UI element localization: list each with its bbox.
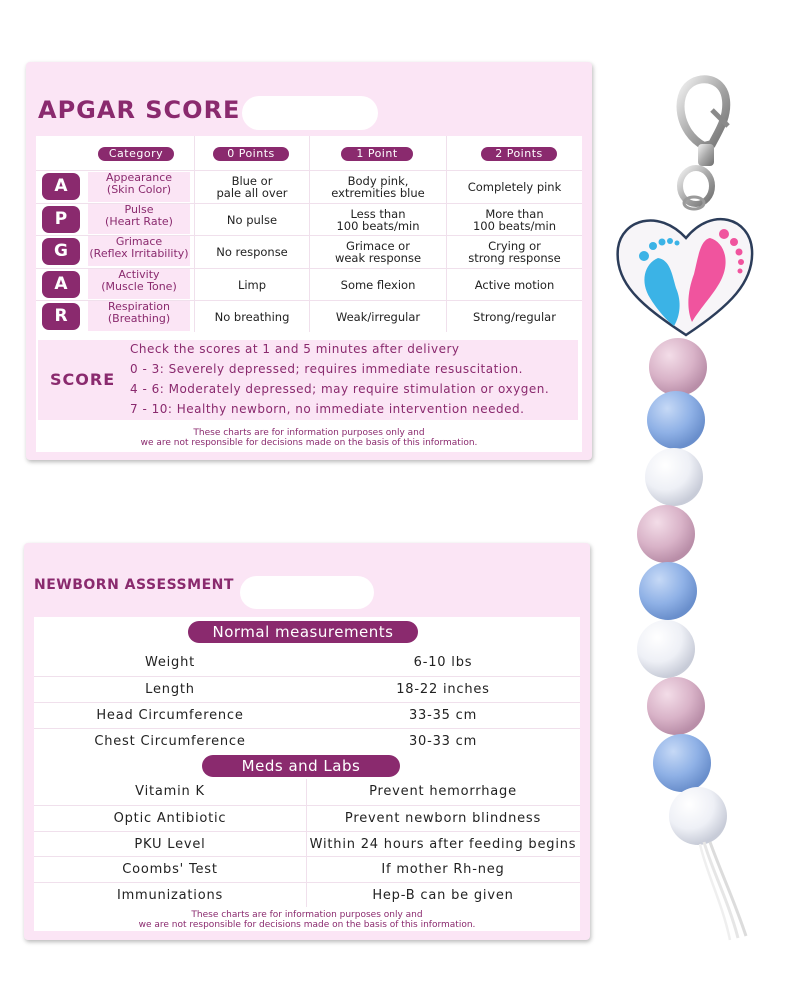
newborn-card (24, 543, 590, 940)
row-value: 33-35 cm (408, 708, 478, 723)
section-meds-and-labs: Meds and Labs (202, 755, 400, 777)
apgar-letter-a: A (42, 173, 80, 200)
disclaimer-line: we are not responsible for decisions made on the basis of this information. (138, 920, 476, 930)
cell-activity-2 (447, 269, 582, 300)
cell-text: weak response (334, 251, 422, 265)
row-label: Coombs' Test (122, 862, 218, 877)
name-blank-pill (240, 576, 374, 609)
cell-text: No pulse (226, 212, 278, 227)
category-name: Pulse (124, 203, 154, 216)
cell-text: No breathing (214, 309, 290, 324)
disclaimer-line: we are not responsible for decisions made on the basis of this information. (140, 438, 478, 448)
cell-text: pale all over (216, 186, 288, 200)
header-1-point: 1 Point (341, 147, 413, 161)
cord-tassel (700, 842, 746, 940)
row-value: 18-22 inches (396, 682, 490, 697)
category-sub: (Muscle Tone) (101, 280, 177, 293)
score-box (38, 340, 578, 420)
score-line: Check the scores at 1 and 5 minutes after delivery (130, 342, 460, 356)
bead-white (669, 787, 727, 845)
row-value: Prevent hemorrhage (369, 784, 517, 799)
row-label: Optic Antibiotic (113, 811, 227, 826)
cell-appearance-1 (310, 171, 446, 203)
row-label: Immunizations (116, 888, 224, 903)
cell-respiration-2 (447, 301, 582, 332)
table-row (34, 856, 580, 882)
cell-text: No response (216, 245, 288, 259)
cell-respiration-1 (310, 301, 446, 332)
cell-text: Body pink, (347, 174, 409, 188)
cell-pulse-2 (447, 204, 582, 235)
row-value: 6-10 lbs (413, 655, 473, 670)
row-value: Prevent newborn blindness (344, 811, 542, 826)
cell-respiration-0 (195, 301, 309, 332)
category-appearance (88, 172, 190, 202)
row-value: Within 24 hours after feeding begins (309, 837, 577, 852)
cell-text: Limp (237, 277, 267, 292)
cell-pulse-0 (195, 204, 309, 235)
category-sub: (Reflex Irritability) (89, 247, 189, 260)
row-label: Chest Circumference (94, 734, 246, 749)
table-row (34, 676, 580, 702)
row-value: If mother Rh-neg (381, 862, 505, 877)
row-label: Weight (144, 655, 196, 670)
row-label: Vitamin K (135, 784, 205, 799)
category-grimace (88, 236, 190, 266)
cell-grimace-2 (447, 236, 582, 268)
apgar-table (36, 136, 582, 332)
cell-text: Weak/irregular (335, 309, 421, 324)
row-value: Hep-B can be given (372, 888, 514, 903)
table-row (34, 882, 580, 908)
cell-text: Completely pink (467, 180, 562, 194)
bead-pink (647, 677, 705, 735)
bead-white (637, 620, 695, 678)
header-2-points: 2 Points (481, 147, 557, 161)
category-sub: (Breathing) (107, 312, 171, 325)
category-name: Grimace (115, 235, 163, 248)
cell-text: 100 beats/min (472, 218, 557, 233)
category-name: Respiration (107, 300, 171, 313)
category-activity (88, 269, 190, 299)
cell-activity-1 (310, 269, 446, 300)
table-row (34, 728, 580, 754)
cell-grimace-1 (310, 236, 446, 268)
silicone-beads (637, 338, 727, 845)
cell-text: extremities blue (331, 186, 425, 200)
category-respiration (88, 301, 190, 331)
score-label: SCORE (50, 370, 116, 389)
cell-text: 100 beats/min (336, 218, 420, 233)
grid-line (306, 779, 307, 907)
heart-footprints-charm-icon (618, 219, 753, 335)
cell-text: Grimace or (346, 239, 410, 253)
row-label: PKU Level (134, 837, 206, 852)
cell-pulse-1 (310, 204, 446, 235)
apgar-letter-p: P (42, 206, 80, 233)
apgar-letter-g: G (42, 238, 80, 265)
name-blank-pill (242, 96, 378, 130)
score-line: 7 - 10: Healthy newborn, no immediate intervention needed. (130, 402, 525, 416)
category-name: Appearance (105, 171, 173, 184)
table-row (34, 805, 580, 831)
cell-text: Strong/regular (473, 309, 556, 324)
row-value: 30-33 cm (408, 734, 478, 749)
cell-text: More than (485, 206, 544, 221)
lobster-clasp-icon (680, 79, 728, 209)
apgar-letter-r: R (42, 303, 80, 330)
cell-text: Some flexion (340, 277, 416, 292)
cell-text: Less than (350, 206, 406, 221)
apgar-letter-a2: A (42, 271, 80, 298)
header-category: Category (98, 147, 174, 161)
category-sub: (Skin Color) (106, 183, 172, 196)
row-label: Head Circumference (96, 708, 244, 723)
apgar-title: APGAR SCORE (38, 96, 241, 124)
cell-appearance-2 (447, 171, 582, 203)
table-row (34, 831, 580, 857)
category-name: Activity (118, 268, 160, 281)
category-pulse (88, 204, 190, 234)
bead-pink (649, 338, 707, 396)
bead-pink (637, 505, 695, 563)
cell-appearance-0 (195, 171, 309, 203)
table-row (34, 779, 580, 804)
table-row (34, 650, 580, 675)
bead-blue (639, 562, 697, 620)
bead-blue (653, 734, 711, 792)
cell-text: strong response (468, 251, 561, 265)
cell-text: Active motion (474, 277, 555, 292)
disclaimer-line: These charts are for information purposes only and (191, 910, 423, 920)
bead-blue (647, 391, 705, 449)
keychain (600, 60, 790, 950)
score-line: 0 - 3: Severely depressed; requires immediate resuscitation. (130, 362, 523, 376)
bead-white (645, 448, 703, 506)
disclaimer-line: These charts are for information purposes only and (193, 428, 425, 438)
cell-activity-0 (195, 269, 309, 300)
apgar-card (26, 62, 592, 460)
category-sub: (Heart Rate) (105, 215, 173, 228)
newborn-title: NEWBORN ASSESSMENT (34, 577, 234, 593)
cell-text: Crying or (488, 239, 541, 253)
section-normal-measurements: Normal measurements (188, 621, 418, 643)
row-label: Length (145, 682, 195, 697)
table-row (34, 702, 580, 728)
cell-text: Blue or (231, 174, 273, 188)
header-0-points: 0 Points (213, 147, 289, 161)
score-line: 4 - 6: Moderately depressed; may require stimulation or oxygen. (130, 382, 550, 396)
cell-grimace-0 (195, 236, 309, 268)
